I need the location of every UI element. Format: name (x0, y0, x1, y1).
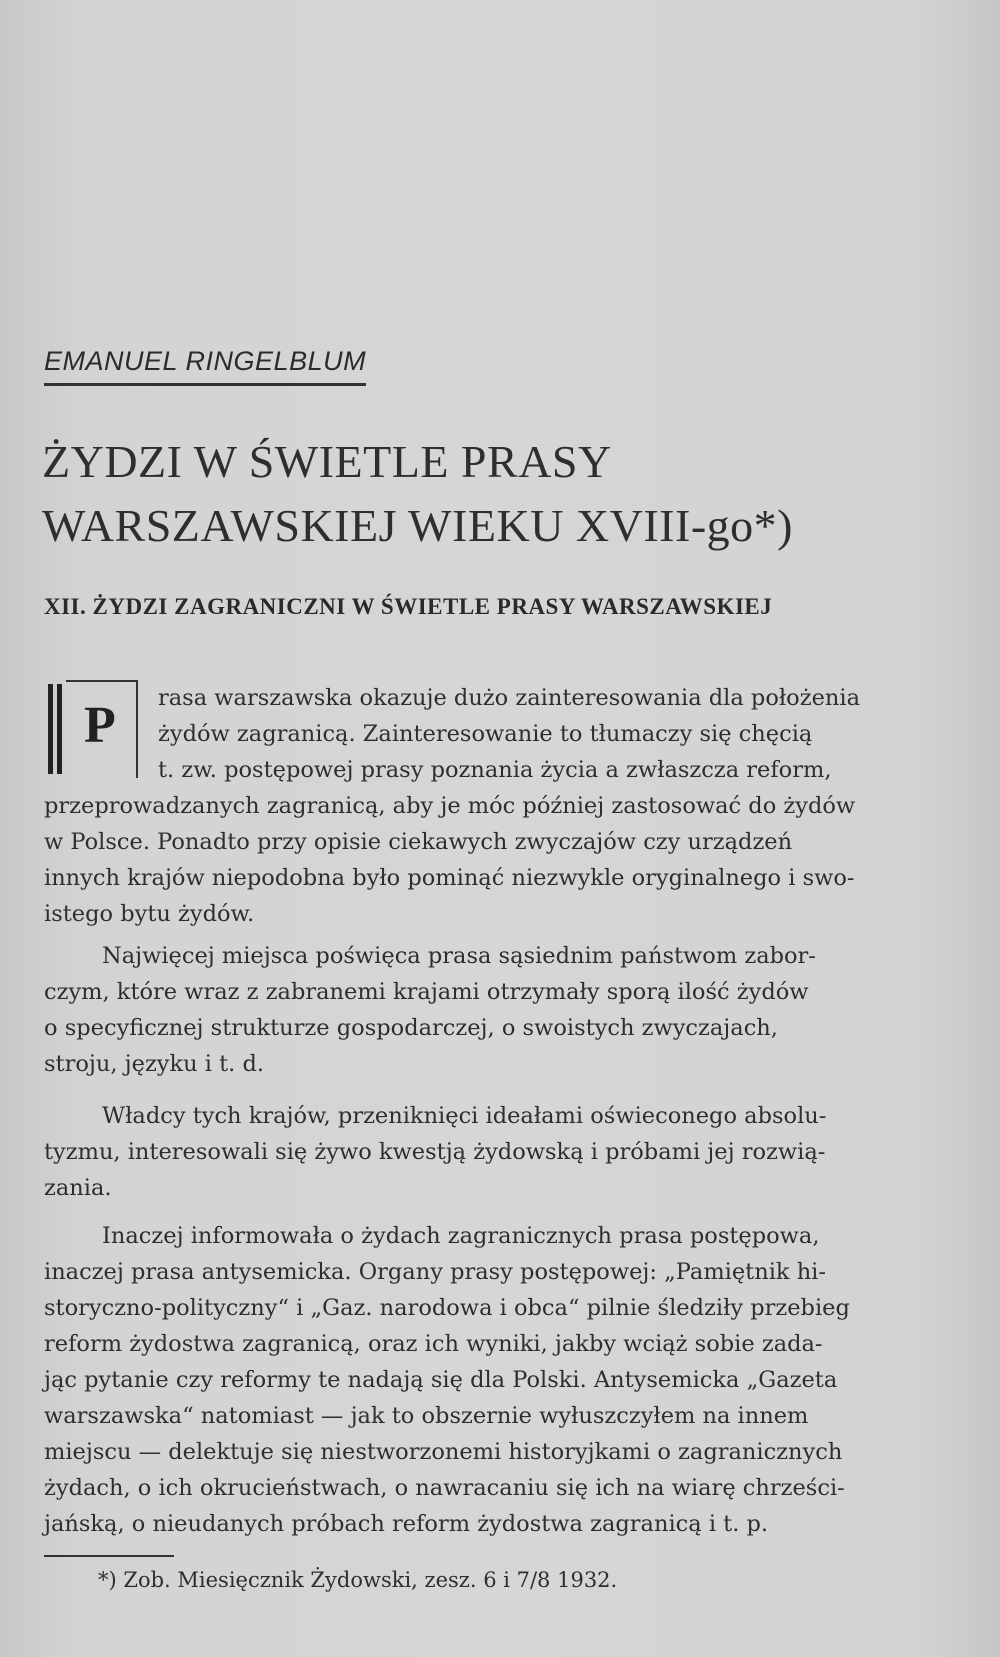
paragraph-2 (44, 938, 816, 1082)
text-line: rasa warszawska okazuje dużo zainteresowania dla położenia (158, 685, 860, 711)
drop-cap-letter: P (84, 697, 116, 754)
paragraph-1 (44, 788, 855, 932)
text-line: istego bytu żydów. (44, 901, 255, 927)
text-line: t. zw. postępowej prasy poznania życia a zwłaszcza reform, (158, 757, 832, 783)
text-line: Inaczej informowała o żydach zagranicznych prasa postępowa, (102, 1223, 820, 1249)
text-line: jańską, o nieudanych próbach reform żydostwa zagranicą i t. p. (44, 1511, 769, 1537)
text-line: w Polsce. Ponadto przy opisie ciekawych zwyczajów czy urządzeń (44, 829, 793, 855)
text-line: żydach, o ich okrucieństwach, o nawracaniu się ich na wiarę chrześci- (44, 1475, 845, 1501)
drop-cap-bar (48, 684, 53, 774)
text-line: żydów zagranicą. Zainteresowanie to tłumaczy się chęcią (158, 721, 813, 747)
text-line: o specyficznej strukturze gospodarczej, o swoistych zwyczajach, (44, 1015, 778, 1041)
paragraph-4 (44, 1218, 850, 1542)
footnote-divider (44, 1555, 174, 1557)
text-line: tyzmu, interesowali się żywo kwestją żydowską i próbami jej rozwią- (44, 1139, 826, 1165)
text-line: jąc pytanie czy reformy te nadają się dla Polski. Antysemicka „Gazeta (44, 1367, 838, 1393)
text-line: czym, które wraz z zabranemi krajami otrzymały sporą ilość żydów (44, 979, 809, 1005)
paragraph-3 (44, 1098, 826, 1206)
paragraph-1-indented (158, 680, 860, 788)
text-line: miejscu — delektuje się niestworzonemi historyjkami o zagranicznych (44, 1439, 843, 1465)
text-line: storyczno-polityczny“ i „Gaz. narodowa i obca“ pilnie śledziły przebieg (44, 1295, 850, 1321)
text-line: Najwięcej miejsca poświęca prasa sąsiednim państwom zabor- (102, 943, 816, 969)
text-line: innych krajów niepodobna było pominąć niezwykle oryginalnego i swo- (44, 865, 855, 891)
drop-cap (44, 680, 144, 776)
text-line: warszawska“ natomiast — jak to obszernie wyłuszczyłem na innem (44, 1403, 809, 1429)
text-line: stroju, języku i t. d. (44, 1051, 265, 1077)
title-line-1: ŻYDZI W ŚWIETLE PRASY (42, 436, 612, 487)
text-line: przeprowadzanych zagranicą, aby je móc później zastosować do żydów (44, 793, 856, 819)
text-line: Władcy tych krajów, przeniknięci ideałami oświeconego absolu- (102, 1103, 827, 1129)
text-line: reform żydostwa zagranicą, oraz ich wyniki, jakby wciąż sobie zada- (44, 1331, 823, 1357)
section-heading: XII. ŻYDZI ZAGRANICZNI W ŚWIETLE PRASY WARSZAWSKIEJ (44, 594, 773, 619)
text-line: inaczej prasa antysemicka. Organy prasy postępowej: „Pamiętnik hi- (44, 1259, 826, 1285)
footnote: *) Zob. Miesięcznik Żydowski, zesz. 6 i 7/8 1932. (98, 1568, 618, 1592)
title-line-2: WARSZAWSKIEJ WIEKU XVIII-go*) (42, 500, 793, 551)
drop-cap-bar (57, 684, 62, 774)
article-title (42, 430, 793, 558)
author-name: EMANUEL RINGELBLUM (44, 346, 366, 386)
text-line: zania. (44, 1175, 112, 1201)
